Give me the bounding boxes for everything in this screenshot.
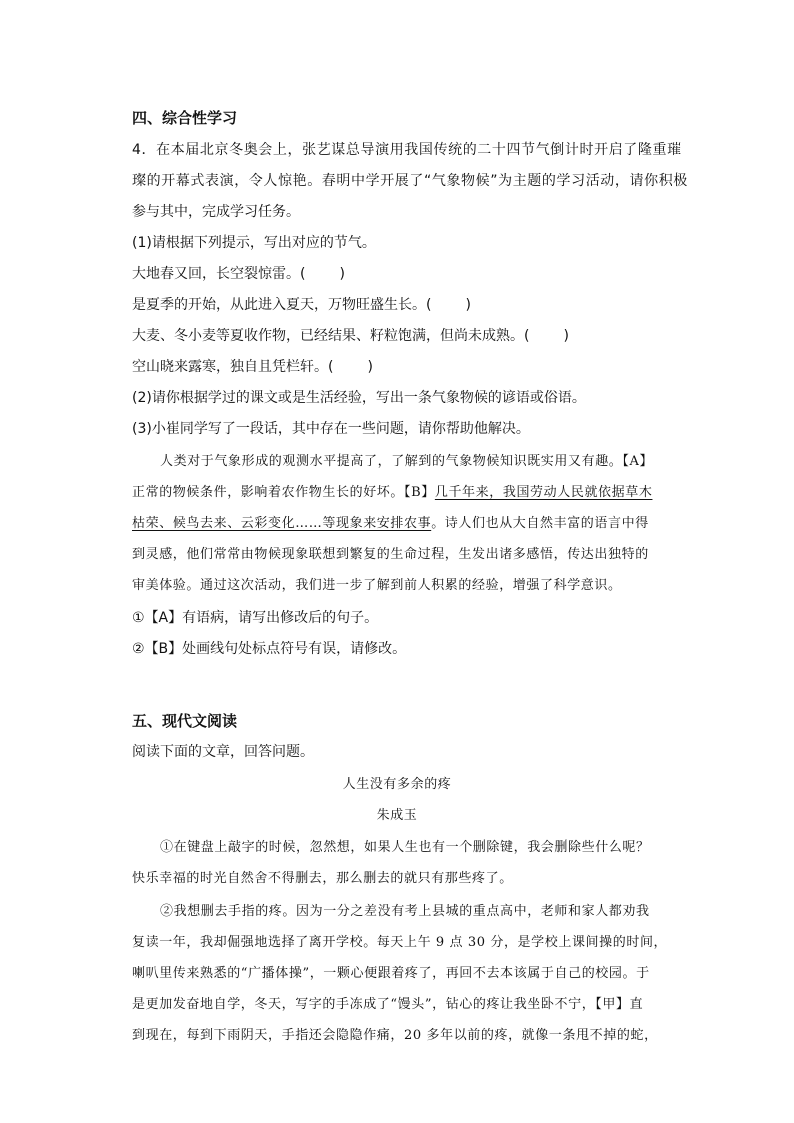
- article-title: 人生没有多余的疼: [342, 777, 452, 792]
- p2-line-3: 喇叭里传来熟悉的“广播体操”，一颗心便跟着疼了，再回不去本该属于自己的校园。于: [132, 966, 650, 981]
- hint-1-close: ): [339, 266, 345, 282]
- article-author: 朱成玉: [376, 808, 418, 823]
- hint-3: [132, 326, 569, 346]
- hint-4-close: ): [367, 359, 373, 375]
- passage-line-2-a: 正常的物候条件，影响着农作物生长的好坏。【B】: [132, 485, 435, 500]
- hint-2-close: ): [465, 297, 471, 313]
- q4-task-2: ②【B】处画线句处标点符号有误，请修改。: [132, 641, 407, 657]
- passage-line-3: [132, 514, 649, 534]
- hint-1-text: 大地春又回，长空裂惊雷。(: [132, 266, 306, 282]
- passage-line-2: [132, 483, 652, 503]
- q4-intro-line-3: 参与其中，完成学习任务。: [132, 204, 300, 220]
- section4-heading: 四、综合性学习: [132, 109, 238, 127]
- q4-task-1: ①【A】有语病，请写出修改后的句子。: [132, 610, 379, 626]
- hint-1: [132, 264, 345, 284]
- hint-2: [132, 295, 471, 315]
- section5-heading: 五、现代文阅读: [132, 712, 238, 730]
- hint-3-close: ): [563, 328, 569, 344]
- hint-2-text: 是夏季的开始，从此进入夏天，万物旺盛生长。(: [132, 297, 432, 313]
- q4-intro-line-2: 璨的开幕式表演，令人惊艳。春明中学开展了“气象物候”为主题的学习活动，请你积极: [132, 173, 688, 189]
- passage-underlined-1: 几千年来，我国劳动人民就依据草木: [434, 485, 653, 500]
- p1-line-2: 快乐幸福的时光自然舍不得删去，那么删去的就只有那些疼了。: [132, 871, 513, 886]
- p1-line-1: ①在键盘上敲字的时候，忽然想，如果人生也有一个删除键，我会删除些什么呢？: [160, 840, 650, 855]
- q4-sub1: (1)请根据下列提示，写出对应的节气。: [132, 235, 376, 251]
- hint-4-text: 空山晓来露寒，独自且凭栏轩。(: [132, 359, 334, 375]
- p2-line-4: 是更加发奋地自学，冬天，写字的手冻成了“馒头”，钻心的疼让我坐卧不宁，【甲】直: [132, 997, 644, 1012]
- q4-sub2: (2)请你根据学过的课文或是生活经验，写出一条气象物候的谚语或俗语。: [132, 390, 586, 406]
- p2-line-2: 复读一年，我却倔强地选择了离开学校。每天上午 9 点 30 分，是学校上课间操的时间，: [132, 935, 668, 950]
- passage-line-3-b: 。诗人们也从大自然丰富的语言中得: [431, 516, 649, 531]
- section5-instruction: 阅读下面的文章，回答问题。: [132, 744, 314, 760]
- passage-line-4: 到灵感，他们常常由物候现象联想到繁复的生命过程，生发出诸多感悟，传达出独特的: [132, 547, 649, 562]
- q4-intro-line-1: 4．在本届北京冬奥会上，张艺谋总导演用我国传统的二十四节气倒计时开启了隆重璀: [132, 142, 682, 158]
- hint-3-text: 大麦、冬小麦等夏收作物，已经结果、籽粒饱满，但尚未成熟。(: [132, 328, 530, 344]
- p2-line-1: ②我想删去手指的疼。因为一分之差没有考上县城的重点高中，老师和家人都劝我: [160, 904, 650, 919]
- passage-underlined-2: 枯荣、候鸟去来、云彩变化……等现象来安排农事: [132, 516, 432, 531]
- passage-line-5: 审美体验。通过这次活动，我们进一步了解到前人积累的经验，增强了科学意识。: [132, 578, 622, 593]
- hint-4: [132, 357, 373, 377]
- p2-line-5: 到现在，每到下雨阴天，手指还会隐隐作痛，20 多年以前的疼，就像一条甩不掉的蛇，: [132, 1028, 658, 1043]
- q4-sub3: (3)小崔同学写了一段话，其中存在一些问题，请你帮助他解决。: [132, 421, 530, 437]
- passage-line-1: 人类对于气象形成的观测水平提高了，了解到的气象物候知识既实用又有趣。【A】: [160, 454, 654, 469]
